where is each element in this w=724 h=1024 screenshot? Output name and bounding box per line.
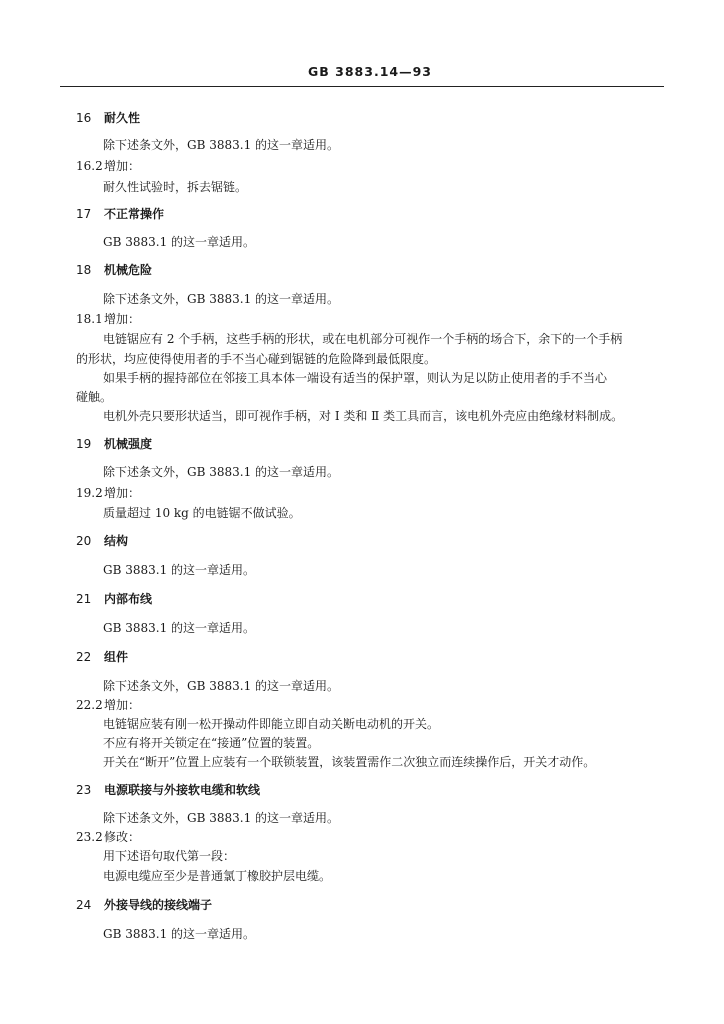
subsection-label: 修改： bbox=[104, 830, 141, 844]
subsection-heading-16-2 bbox=[76, 158, 140, 174]
section-heading-19 bbox=[76, 436, 152, 452]
section-number: 24 bbox=[76, 898, 92, 912]
paragraph-line: 电源电缆应至少是普通氯丁橡胶护层电缆。 bbox=[103, 869, 332, 883]
paragraph-line: 不应有将开关锁定在“接通”位置的装置。 bbox=[103, 736, 320, 750]
section-title: 电源联接与外接软电缆和软线 bbox=[104, 783, 261, 797]
paragraph: GB 3883.1 的这一章适用。 bbox=[103, 563, 256, 577]
section-title: 内部布线 bbox=[104, 592, 153, 606]
paragraph: 耐久性试验时，拆去锯链。 bbox=[103, 180, 248, 194]
subsection-number: 23.2 bbox=[76, 830, 103, 844]
section-heading-20 bbox=[76, 533, 128, 549]
paragraph-line: 电机外壳只要形状适当，即可视作手柄，对 Ⅰ 类和 Ⅱ 类工具而言，该电机外壳应由绝缘材料制成。 bbox=[103, 409, 624, 423]
section-heading-18 bbox=[76, 262, 152, 278]
paragraph-line: 如果手柄的握持部位在邻接工具本体一端设有适当的保护罩，则认为足以防止使用者的手不当心 bbox=[103, 371, 608, 385]
section-number: 20 bbox=[76, 534, 92, 548]
section-title: 耐久性 bbox=[104, 111, 141, 125]
section-title: 不正常操作 bbox=[104, 207, 165, 221]
subsection-label: 增加： bbox=[104, 312, 141, 326]
paragraph: GB 3883.1 的这一章适用。 bbox=[103, 235, 256, 249]
section-title: 机械强度 bbox=[104, 437, 153, 451]
paragraph-line: 的形状，均应使得使用者的手不当心碰到锯链的危险降到最低限度。 bbox=[76, 352, 437, 366]
section-number: 18 bbox=[76, 263, 92, 277]
section-heading-17 bbox=[76, 206, 164, 222]
subsection-number: 18.1 bbox=[76, 312, 103, 326]
subsection-label: 增加： bbox=[104, 486, 141, 500]
section-title: 机械危险 bbox=[104, 263, 153, 277]
section-number: 17 bbox=[76, 207, 92, 221]
subsection-number: 19.2 bbox=[76, 486, 103, 500]
paragraph: 质量超过 10 kg 的电链锯不做试验。 bbox=[103, 506, 301, 520]
paragraph-line: 电链锯应有 2 个手柄，这些手柄的形状，或在电机部分可视作一个手柄的场合下，余下的一个手柄 bbox=[103, 332, 623, 346]
subsection-label: 增加： bbox=[104, 698, 141, 712]
subsection-heading-19-2 bbox=[76, 485, 140, 501]
section-number: 22 bbox=[76, 650, 92, 664]
paragraph: GB 3883.1 的这一章适用。 bbox=[103, 621, 256, 635]
paragraph: GB 3883.1 的这一章适用。 bbox=[103, 927, 256, 941]
section-heading-23 bbox=[76, 782, 260, 798]
subsection-number: 22.2 bbox=[76, 698, 103, 712]
paragraph: 除下述条文外，GB 3883.1 的这一章适用。 bbox=[103, 138, 340, 152]
section-number: 23 bbox=[76, 783, 92, 797]
section-title: 外接导线的接线端子 bbox=[104, 898, 213, 912]
paragraph: 除下述条文外，GB 3883.1 的这一章适用。 bbox=[103, 292, 340, 306]
subsection-number: 16.2 bbox=[76, 159, 103, 173]
header-rule bbox=[60, 86, 664, 87]
section-heading-21 bbox=[76, 591, 152, 607]
page-header-code: GB 3883.14—93 bbox=[308, 64, 432, 79]
subsection-heading-23-2 bbox=[76, 829, 140, 845]
section-heading-16 bbox=[76, 110, 140, 126]
subsection-heading-22-2 bbox=[76, 697, 140, 713]
paragraph: 除下述条文外，GB 3883.1 的这一章适用。 bbox=[103, 679, 340, 693]
subsection-label: 增加： bbox=[104, 159, 141, 173]
section-title: 组件 bbox=[104, 650, 129, 664]
section-number: 21 bbox=[76, 592, 92, 606]
subsection-heading-18-1 bbox=[76, 311, 140, 327]
section-heading-24 bbox=[76, 897, 212, 913]
paragraph: 除下述条文外，GB 3883.1 的这一章适用。 bbox=[103, 465, 340, 479]
section-number: 19 bbox=[76, 437, 92, 451]
section-title: 结构 bbox=[104, 534, 129, 548]
paragraph-line: 电链锯应装有刚一松开操动件即能立即自动关断电动机的开关。 bbox=[103, 717, 440, 731]
paragraph-line: 碰触。 bbox=[76, 390, 113, 404]
section-number: 16 bbox=[76, 111, 92, 125]
section-heading-22 bbox=[76, 649, 128, 665]
paragraph-line: 用下述语句取代第一段： bbox=[103, 849, 236, 863]
paragraph-line: 开关在“断开”位置上应装有一个联锁装置，该装置需作二次独立而连续操作后，开关才动作。 bbox=[103, 755, 596, 769]
paragraph: 除下述条文外，GB 3883.1 的这一章适用。 bbox=[103, 811, 340, 825]
